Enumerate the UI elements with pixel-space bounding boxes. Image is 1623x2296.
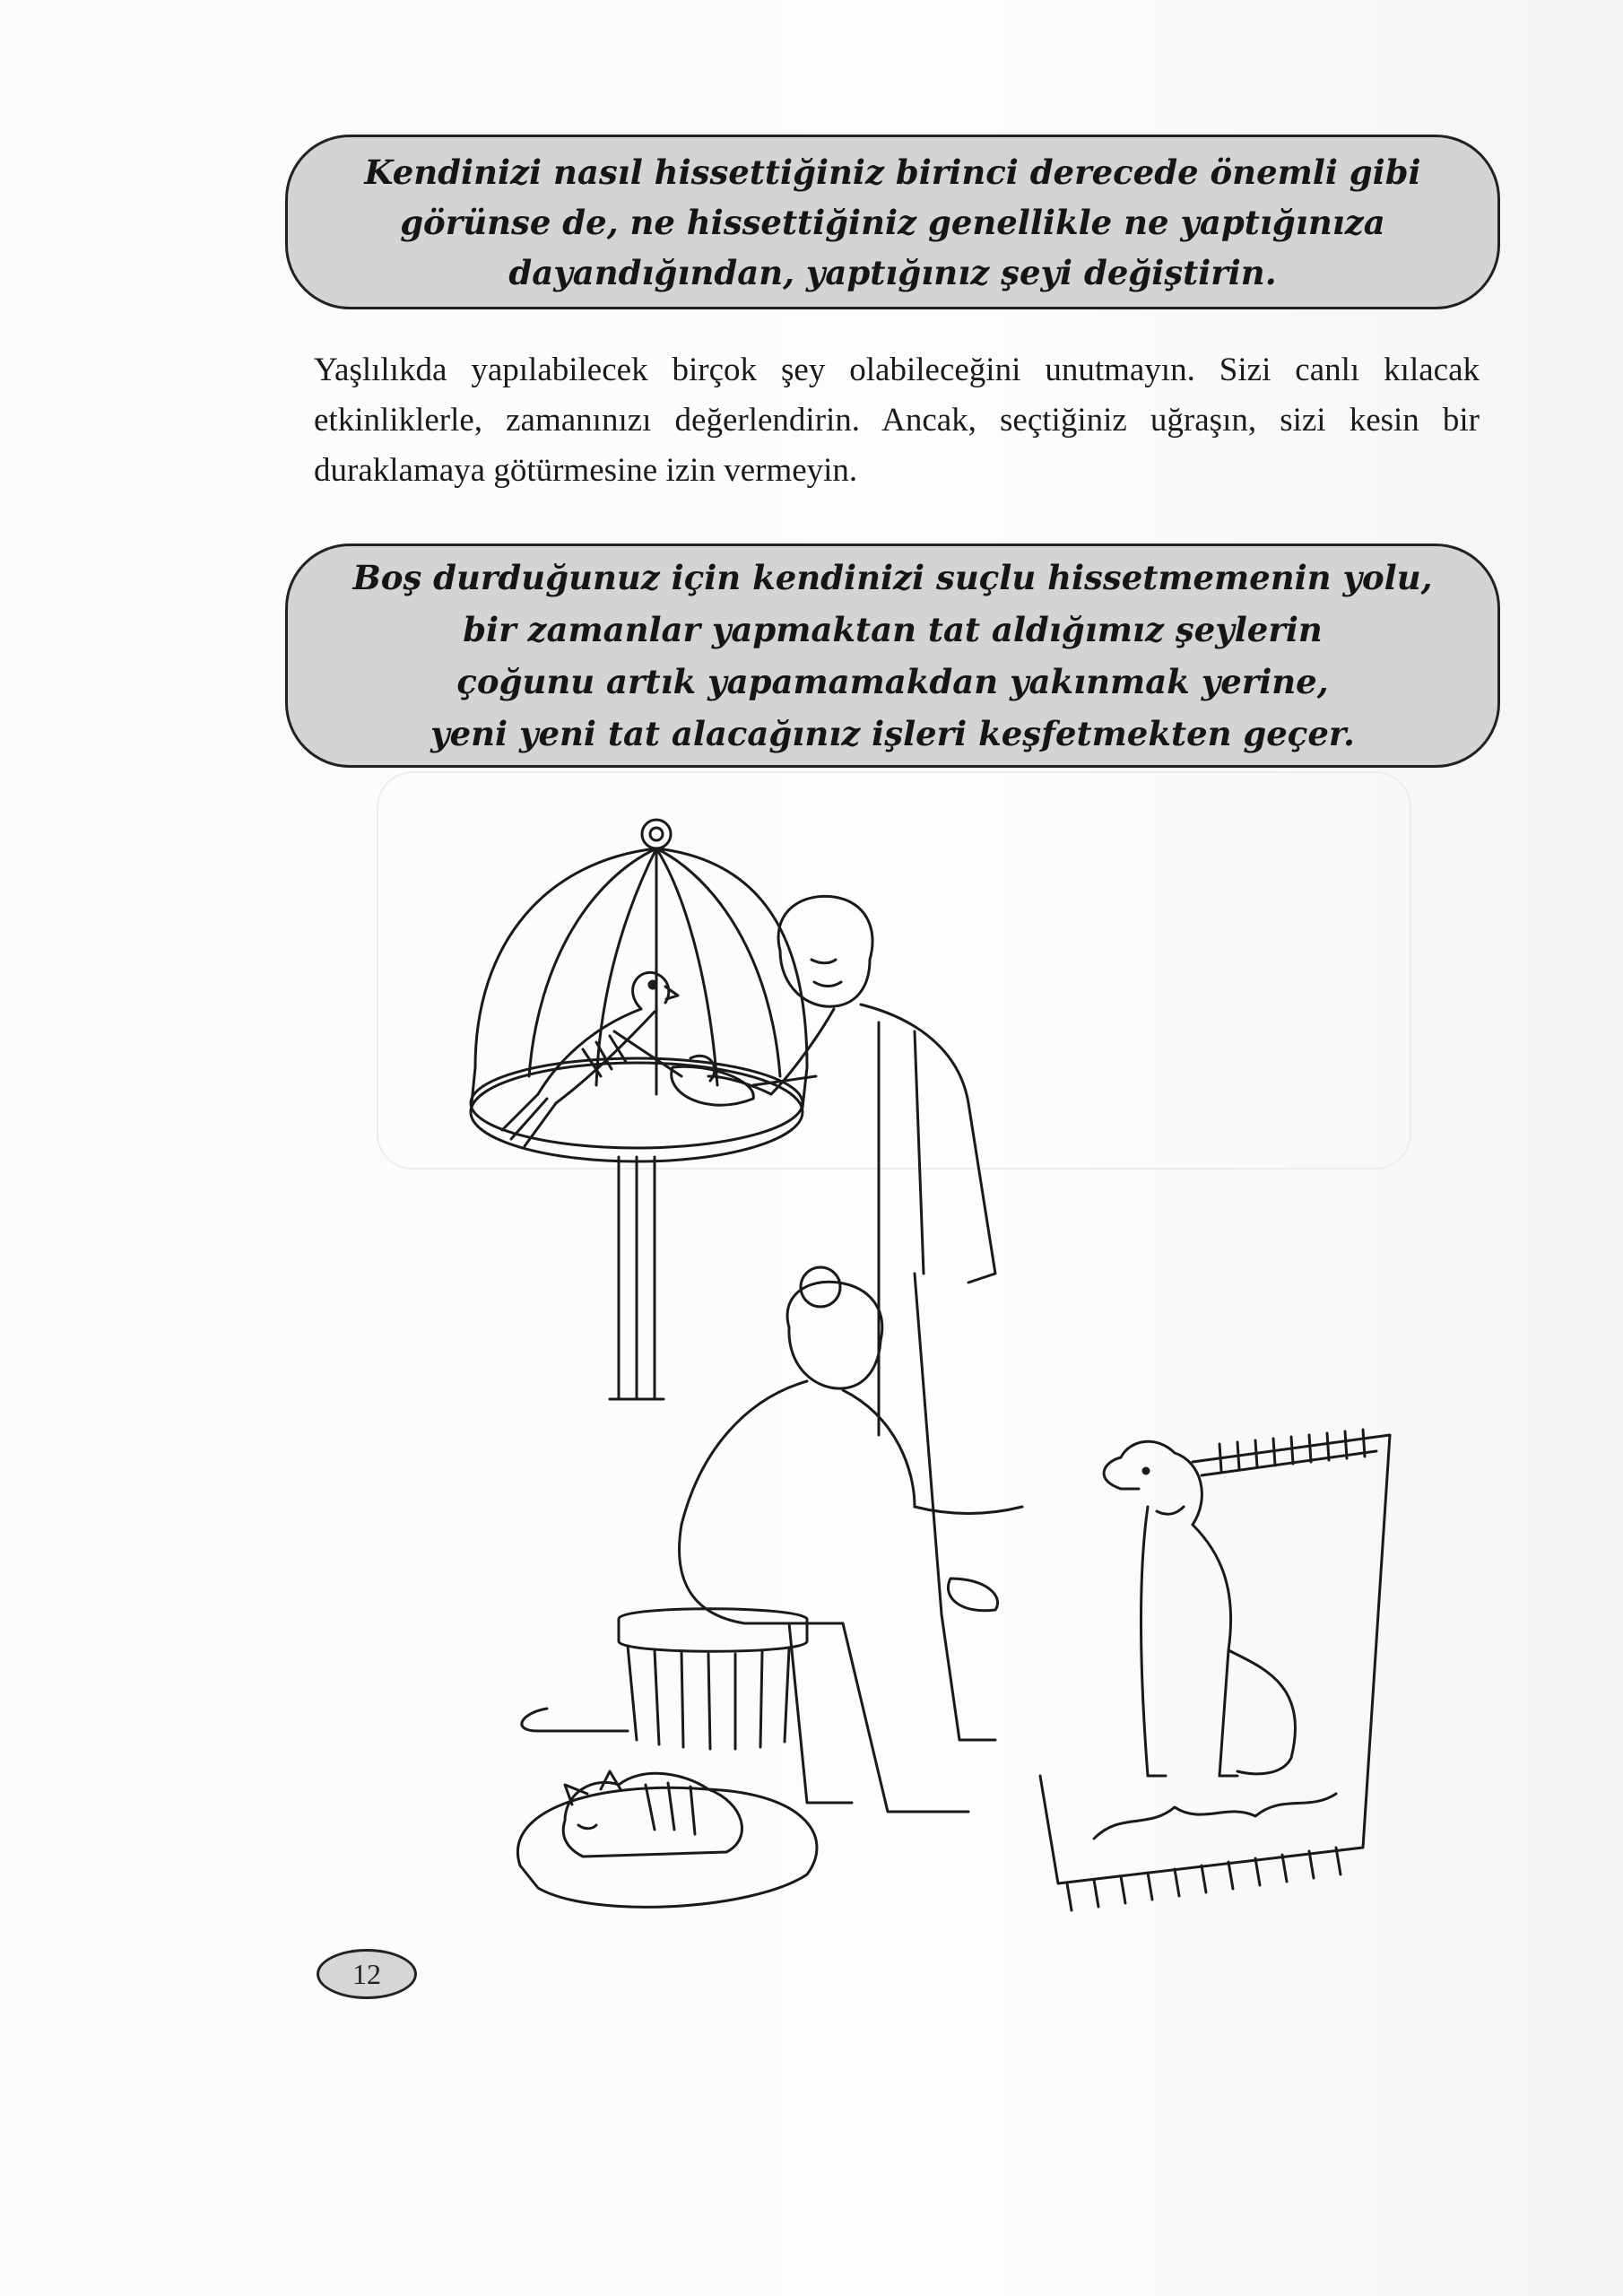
- elderly-couple-feeding-pets-illustration: [412, 807, 1471, 1937]
- quote-callout-top: [285, 135, 1500, 309]
- page-number: 12: [317, 1949, 417, 1999]
- callout-line: görünse de, ne hissettiğiniz genellikle ne yaptığınıza: [400, 202, 1385, 242]
- elderly-woman-icon: [680, 1267, 1022, 1812]
- callout-line: dayandığından, yaptığınız şeyi değiştirin.: [508, 252, 1277, 292]
- dog-icon: [1104, 1441, 1295, 1776]
- quote-callout-middle: [285, 544, 1500, 768]
- body-paragraph: Yaşlılıkda yapılabilecek birçok şey olabileceğini unutmayın. Sizi canlı kılacak etkinliklerle, zamanınızı değerlendirin. Ancak, seçtiğiniz uğraşın, sizi kesin bir duraklamaya götürmesine izin vermeyin.: [314, 352, 1480, 489]
- callout-line: Kendinizi nasıl hissettiğiniz birinci derecede önemli gibi: [364, 152, 1421, 192]
- rug-icon: [1040, 1430, 1390, 1910]
- callout-line: çoğunu artık yapamamakdan yakınmak yerine,: [456, 662, 1329, 701]
- stool-icon: [522, 1609, 807, 1749]
- callout-line: yeni yeni tat alacağınız işleri keşfetmekten geçer.: [430, 714, 1355, 753]
- callout-line: bir zamanlar yapmaktan tat aldığımız şeylerin: [463, 610, 1323, 649]
- callout-line: Boş durduğunuz için kendinizi suçlu hissetmemenin yolu,: [352, 558, 1433, 597]
- sleeping-cat-icon: [517, 1771, 817, 1907]
- elderly-man-icon: [672, 896, 995, 1740]
